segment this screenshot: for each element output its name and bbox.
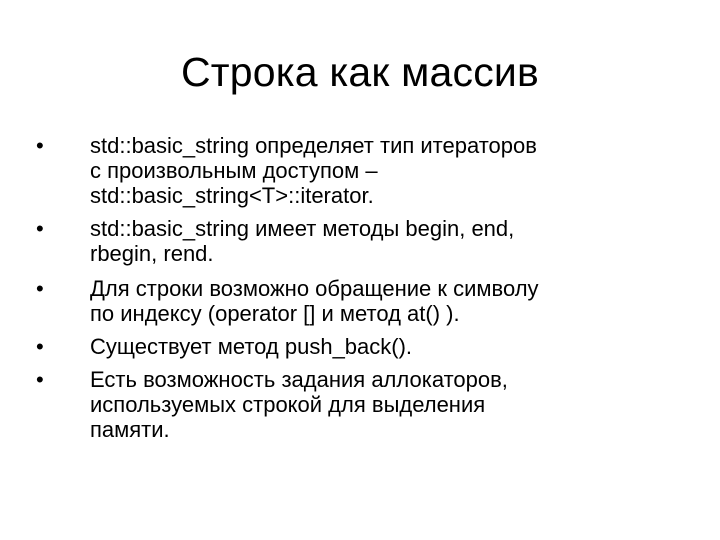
bullet-item bbox=[36, 216, 676, 266]
bullet-item bbox=[36, 276, 676, 326]
bullet-text: std::basic_string определяет тип итераторов с произвольным доступом – std::basic_string<T>::iterator. bbox=[90, 133, 537, 208]
slide-title: Строка как массив bbox=[180, 49, 540, 95]
bullet-icon: • bbox=[36, 216, 44, 241]
bullet-item bbox=[36, 334, 676, 359]
bullet-text: Существует метод push_back(). bbox=[90, 334, 413, 359]
bullet-icon: • bbox=[36, 334, 44, 359]
bullet-text: Есть возможность задания аллокаторов, используемых строкой для выделения памяти. bbox=[90, 367, 508, 442]
bullet-icon: • bbox=[36, 367, 44, 392]
bullet-icon: • bbox=[36, 276, 44, 301]
bullet-text: std::basic_string имеет методы begin, end, rbegin, rend. bbox=[90, 216, 515, 266]
bullet-text: Для строки возможно обращение к символу по индексу (operator [] и метод at() ). bbox=[90, 276, 539, 326]
bullet-item bbox=[36, 133, 676, 208]
bullet-item bbox=[36, 367, 676, 442]
bullet-icon: • bbox=[36, 133, 44, 158]
bullet-list bbox=[36, 133, 676, 450]
